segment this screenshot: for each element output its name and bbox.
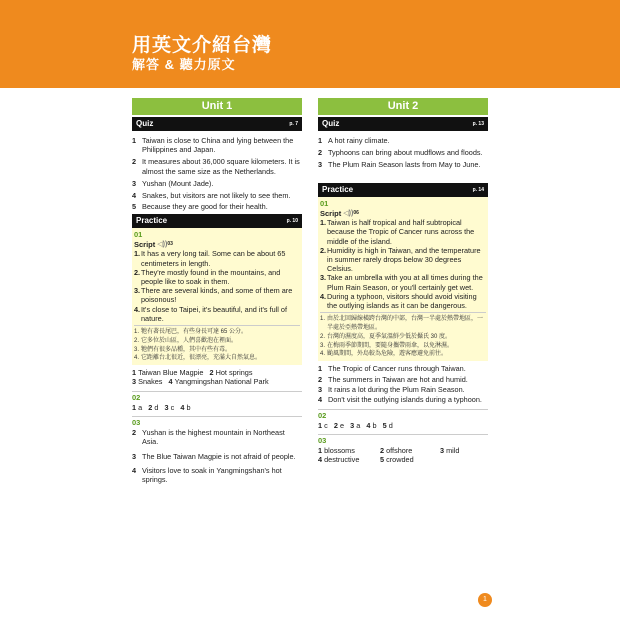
script-line: 1. Taiwan is half tropical and half subtropical because the Tropic of Cancer runs across the middle of the island. bbox=[320, 218, 475, 246]
translation-line: 2. 它多位於山區，人們喜歡泡在裡面。 bbox=[134, 337, 238, 344]
section-label: 01 bbox=[134, 230, 143, 240]
translation-line: 4. 颱風期間，外島較為危險，遊客應避免前往。 bbox=[320, 351, 448, 358]
script-line: 1. It has a very long tail. Some can be about 65 centimeters in length. bbox=[134, 249, 286, 268]
quiz-answer-list bbox=[318, 136, 488, 169]
speaker-icon: ◁)) bbox=[157, 241, 168, 249]
practice-01-answers bbox=[318, 364, 488, 405]
list-item: 3 The Blue Taiwan Magpie is not afraid of people. bbox=[132, 451, 296, 461]
quiz-page-ref: p. 13 bbox=[472, 121, 484, 127]
practice-02-answers: 1 a 2 d 3 c 4 b bbox=[132, 402, 191, 412]
quiz-bar bbox=[318, 117, 488, 131]
script-line: 3. There are several kinds, and some of them are poisonous! bbox=[134, 286, 293, 305]
section-label: 02 bbox=[318, 410, 327, 420]
practice-02-answers: 1 c 2 e 3 a 4 b 5 d bbox=[318, 420, 393, 430]
list-item: 1 The Tropic of Cancer runs through Taiwan. bbox=[318, 364, 466, 374]
practice-03-answers: 1 blossoms 2 offshore 3 mild 4 destructive 5 crowded bbox=[318, 446, 460, 465]
quiz-bar bbox=[132, 117, 302, 131]
script-line: 3. Take an umbrella with you at all times during the Plum Rain Season, or you'll certainly get wet. bbox=[320, 273, 483, 292]
quiz-answer-list bbox=[132, 136, 302, 212]
practice-page-ref: p. 10 bbox=[286, 218, 298, 225]
list-item: 4 Snakes, but visitors are not likely to see them. bbox=[132, 190, 291, 200]
quiz-label: Quiz bbox=[322, 119, 340, 128]
list-item: 3 It rains a lot during the Plum Rain Season. bbox=[318, 385, 465, 395]
translation-line: 3. 牠們有很多品種，其中有些有毒。 bbox=[134, 346, 232, 353]
divider bbox=[318, 409, 488, 410]
practice-01-section bbox=[318, 197, 488, 361]
divider bbox=[318, 434, 488, 435]
translation-line: 1. 由於北回歸線橫跨台灣的中部，台灣一半處於熱帶地區，一半處於亞熱帶地區。 bbox=[320, 316, 484, 332]
divider bbox=[320, 312, 486, 313]
practice-01-section bbox=[132, 228, 302, 365]
translation-line: 2. 台灣的濕度高，夏季氣溫鮮少低於攝氏 30 度。 bbox=[320, 333, 452, 340]
unit-heading: Unit 1 bbox=[132, 98, 302, 115]
section-label: 02 bbox=[132, 392, 141, 402]
list-item: 2 It measures about 36,000 square kilometers. It is almost the same size as the Netherlands. bbox=[132, 157, 300, 176]
divider bbox=[134, 325, 300, 326]
list-item: 5 Because they are good for their health. bbox=[132, 202, 268, 212]
list-item: 3 The Plum Rain Season lasts from May to June. bbox=[318, 159, 481, 169]
list-item: 4 Don't visit the outlying islands during a typhoon. bbox=[318, 395, 482, 405]
book-title: 用英文介紹台灣 bbox=[132, 35, 273, 56]
script-heading: Script ◁)) 03 bbox=[134, 240, 173, 250]
quiz-page-ref: p. 7 bbox=[289, 121, 298, 127]
divider bbox=[132, 391, 302, 392]
track-number: 06 bbox=[353, 210, 359, 217]
script-line: 2. Humidity is high in Taiwan, and the temperature in summer rarely drops below 30 degrees Celsius. bbox=[320, 245, 481, 274]
translation-line: 3. 在梅雨季節期間，要隨身攜帶雨傘，以免淋濕。 bbox=[320, 342, 454, 349]
book-subtitle: 解答 & 聽力原文 bbox=[132, 57, 236, 72]
list-item: 2 Yushan is the highest mountain in Northeast Asia. bbox=[132, 427, 285, 447]
unit-2-column bbox=[318, 98, 488, 464]
list-item: 3 Yushan (Mount Jade). bbox=[132, 178, 214, 188]
script-line: 2. They're mostly found in the mountains, and people like to soak in them. bbox=[134, 267, 281, 286]
divider bbox=[132, 416, 302, 417]
practice-bar bbox=[318, 183, 488, 197]
unit-heading: Unit 2 bbox=[318, 98, 488, 115]
script-line: 4. It's close to Taipei, it's beautiful, and it's full of nature. bbox=[134, 304, 288, 323]
page-header bbox=[0, 0, 620, 88]
track-number: 03 bbox=[167, 241, 173, 248]
unit-1-column bbox=[132, 98, 302, 487]
section-label: 03 bbox=[132, 417, 141, 427]
section-label: 03 bbox=[318, 436, 327, 446]
page-number-badge: 1 bbox=[478, 593, 492, 607]
list-item: 4 Visitors love to soak in Yangmingshan's hot springs. bbox=[132, 465, 282, 485]
quiz-label: Quiz bbox=[136, 119, 154, 128]
list-item: 2 The summers in Taiwan are hot and humid. bbox=[318, 374, 468, 384]
translation-line: 1. 牠有著長尾巴，有些身長可達 65 公分。 bbox=[134, 328, 248, 335]
translation-line: 4. 它距離台北很近，很漂亮，充滿大自然氣息。 bbox=[134, 355, 262, 362]
list-item: 2 Typhoons can bring about mudflows and floods. bbox=[318, 147, 483, 157]
practice-bar bbox=[132, 214, 302, 228]
script-heading: Script ◁)) 06 bbox=[320, 209, 359, 219]
script-line: 4. During a typhoon, visitors should avoid visiting the outlying islands as it can be dangerous. bbox=[320, 291, 477, 311]
practice-label: Practice bbox=[136, 216, 168, 226]
practice-page-ref: p. 14 bbox=[472, 187, 484, 194]
list-item: 1 A hot rainy climate. bbox=[318, 136, 390, 145]
practice-label: Practice bbox=[322, 185, 354, 195]
list-item: 1 Taiwan is close to China and lying between the Philippines and Japan. bbox=[132, 136, 294, 155]
speaker-icon: ◁)) bbox=[343, 210, 354, 218]
section-label: 01 bbox=[320, 199, 329, 209]
practice-01-answers: 1 Taiwan Blue Magpie 2 Hot springs 3 Snakes 4 Yangmingshan National Park bbox=[132, 368, 269, 387]
